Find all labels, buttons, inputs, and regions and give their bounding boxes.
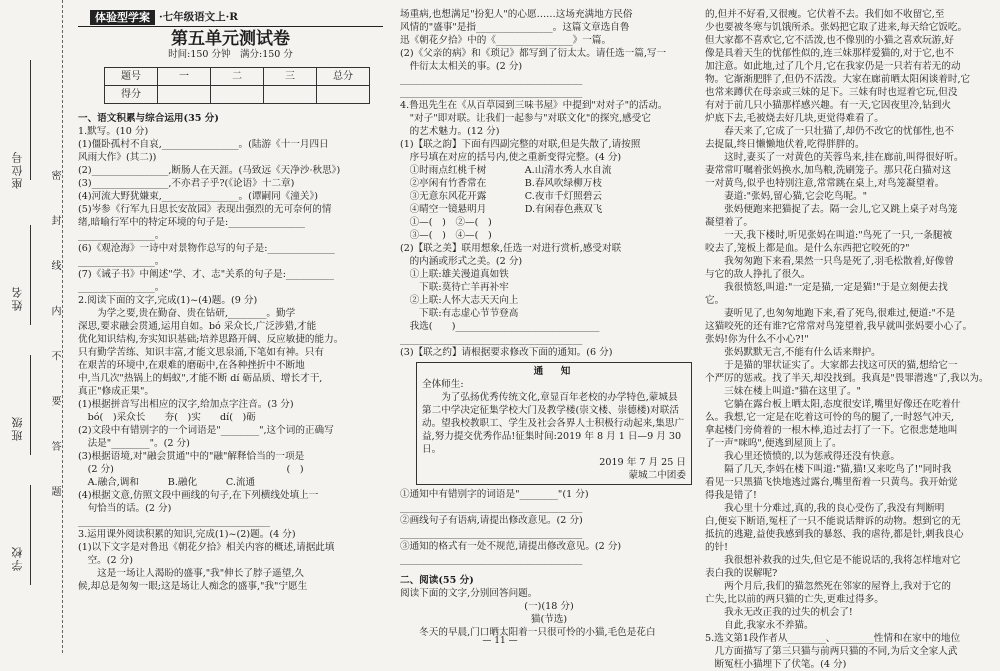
- text-line: 下联:莫待亡羊再补牢: [400, 282, 509, 293]
- text-line: (1)以下文字是对鲁迅《朝花夕拾》相关内容的概述,请据此填: [78, 542, 335, 553]
- text-line: 这猫咬死的还有谁?它常常对鸟笼望着,我早就叫张妈要小心了。: [705, 321, 973, 332]
- text-line: 这是一场让人渴盼的盛事,"我"伸长了脖子遥望,久: [78, 568, 304, 579]
- text-line: 张妈便跑来把猫捉了去。隔一会儿,它又跳上桌子对鸟笼: [705, 204, 958, 215]
- text-line: 自此,我家永不养猫。: [705, 620, 814, 631]
- text-line: ①通知中有错别字的词语是"________"(1 分): [400, 489, 589, 500]
- exam-meta: 时间:150 分钟 满分:150 分: [168, 49, 293, 60]
- text-line: 妻常常叮嘱着张妈换水,加鸟粮,洗刷笼子。那只花白猫对这: [705, 165, 951, 176]
- text-line: 了一声"咪呜",便逃到屋顶上了。: [705, 438, 842, 449]
- text-line: 隔了几天,李妈在楼下叫道:"猫,猫!又来吃鸟了!"同时我: [705, 464, 952, 475]
- text-line: 这时,妻买了一对黄色的芙蓉鸟来,挂在廊前,叫得很好听。: [705, 152, 964, 163]
- text-line: ③通知的格式有一处不规范,请提出修改意见。(2 分): [400, 541, 622, 552]
- school-line: [30, 485, 31, 585]
- text-line: (1)僵卧孤村不自哀,________________。(陆游《十一月四日: [78, 139, 329, 150]
- text-line: 么。我想,它一定是在吃着这可怜的鸟的腿了,一时怒气冲天,: [705, 412, 954, 423]
- text-line: 句恰当的话。(2 分): [78, 503, 172, 514]
- text-line: 件衍太太相关的事。(2 分): [400, 61, 523, 72]
- text-line: ________________。: [78, 230, 165, 241]
- text-line: 看见一只黑猫飞快地逃过露台,嘴里衔着一只黄鸟。我开始觉: [705, 477, 958, 488]
- text-line: 拿起楼门旁倚着的一根木棒,追过去打了一下。它很悲楚地叫: [705, 425, 958, 436]
- text-line: 下联:有志虚心节节登高: [400, 308, 519, 319]
- text-line: (6)《观沧海》一诗中对景物作总写的句子是:______________: [78, 243, 335, 254]
- text-line: 我很愤怒,叫道:"一定是猫,一定是猫!"于是立刻便去找: [705, 282, 948, 293]
- score-table: [104, 67, 370, 104]
- cut-line: [62, 0, 63, 653]
- text-line: (一)(18 分): [524, 601, 574, 612]
- text-line: ________________。: [78, 256, 165, 267]
- text-line: 我匆匆跑下来看,果然一只鸟是死了,羽毛松散着,好像曾: [705, 256, 954, 267]
- text-line: ②画线句子有语病,请提出修改意见。(2 分): [400, 515, 583, 526]
- text-line: ______________________________________: [400, 502, 583, 513]
- exam-title: 第五单元测试卷: [171, 29, 290, 49]
- score-cell: 一: [158, 68, 211, 86]
- text-line: 白,便妄下断语,冤枉了一只不能说话辩诉的动物。想到它的无: [705, 516, 961, 527]
- text-line: 咬去了,笼板上都是血。是什么东西把它咬死的?": [705, 243, 910, 254]
- text-line: 真正"修成正果"。: [78, 386, 154, 397]
- seat-line: [30, 60, 31, 180]
- text-line: (2)《父亲的病》和《琐记》都写到了衍太太。请任选一篇,写一: [400, 48, 667, 59]
- text-line: ④晴空一镜悬明月 D.有闲春色燕双飞: [400, 204, 603, 215]
- text-line: ③无意东风花开露 C.夜市千灯照碧云: [400, 191, 602, 202]
- text-line: 像是具着天生的忧郁性似的,连三妹那样爱猫的,对于它,也不: [705, 48, 954, 59]
- text-line: (4)河流大野犹嫌束,________________。(谭嗣同《潼关》): [78, 191, 318, 202]
- score-cell: 三: [264, 68, 317, 86]
- text-line: 表白我的误解呢?: [705, 568, 778, 579]
- text-line: 候,却总是匆匆一眼;这是场让人痴念的盛事,"我"宁愿生: [78, 581, 308, 592]
- column-3: [705, 8, 993, 671]
- seal-notice: 密 封 线 内 不 要 答 题: [49, 170, 60, 513]
- text-line: 张妈!你为什么不小心?!": [705, 334, 809, 345]
- text-line: 我心里十分难过,真的,我的良心受伤了,我没有判断明: [705, 503, 945, 514]
- text-line: 也常来蹲伏在母亲或三妹的足下。三妹有时也逗着它玩,但没: [705, 87, 958, 98]
- text-line: 阅读下面的文字,分别回答问题。: [400, 588, 538, 599]
- score-cell: 总分: [317, 68, 370, 86]
- text-line: 序号填在对应的括号内,使之重新变得完整。(4 分): [400, 152, 622, 163]
- column-2-text: [400, 8, 698, 359]
- score-cell: 二: [211, 68, 264, 86]
- notice-title: 通 知: [533, 366, 575, 377]
- text-line: 我永无改正我的过失的机会了!: [705, 607, 853, 618]
- score-input-cell[interactable]: [211, 86, 264, 104]
- text-line: 两个月后,我们的猫忽然死在邻家的屋脊上,我对于它的: [705, 581, 951, 592]
- text-line: 个严厉的惩戒。找了半天,却没找到。我真是"畏罪潜逃"了,我以为。: [705, 373, 989, 384]
- class-line: [30, 355, 31, 455]
- text-line: 它。: [705, 295, 725, 306]
- text-line: 的艺术魅力。(12 分): [400, 126, 500, 137]
- binding-margin: [0, 0, 70, 653]
- text-line: 优化知识结构,夯实知识基础;培养思路开阔、反应敏捷的能力。: [78, 334, 344, 345]
- text-line: ______________________________________: [400, 528, 583, 539]
- text-line: 在艰苦的环境中,在艰难的磨砺中,在各种挫折中不断地: [78, 360, 305, 371]
- text-line: 二、阅读(55 分): [400, 575, 474, 586]
- text-line: 有对于前几只小猫那样感兴趣。有一天,它因夜里冷,钻到火: [705, 100, 951, 111]
- text-line: 5.选文第1段作者从________、________性情和在家中的地位: [705, 633, 961, 644]
- text-line: 亡失,比以前的两只猫的亡失,更难过得多。: [705, 594, 884, 605]
- column-2: [400, 8, 698, 639]
- text-line: 我心里还愤愤的,以为惩戒得还没有快意。: [705, 451, 900, 462]
- score-input-cell[interactable]: [158, 86, 211, 104]
- text-line: (2)【联之美】联用想象,任选一对进行赏析,感受对联: [400, 243, 622, 254]
- text-line: 几方面描写了第三只猫与前两只猫的不同,为后文全家人武: [705, 646, 958, 657]
- text-line: 张妈默默无言,不能有什么话来辩护。: [705, 347, 881, 358]
- text-line: 3.运用课外阅读积累的知识,完成(1)~(2)题。(4 分): [78, 529, 296, 540]
- text-line: 中,当几次"热锅上的蚂蚁",才能不断 dí 砺品质、增长才干,: [78, 373, 323, 384]
- text-line: "对子"即对联。让我们一起参与"对联文化"的探究,感受它: [400, 113, 651, 124]
- text-line: 凝望着了。: [705, 217, 753, 228]
- text-line: (2)文段中有错别字的一个词语是"________",这个词的正确写: [78, 425, 334, 436]
- score-row-header: [105, 68, 370, 86]
- text-line: 2.阅读下面的文字,完成(1)~(4)题。(9 分): [78, 295, 258, 306]
- text-line: (3)【联之约】请根据要求修改下面的通知。(6 分): [400, 347, 613, 358]
- class-label: 班级: [11, 415, 24, 441]
- text-line: 去捉鼠,终日懒懒地伏着,吃得胖胖的。: [705, 139, 865, 150]
- header-badge: 体验型学案: [90, 10, 155, 25]
- text-line: 1.默写。(10 分): [78, 126, 149, 137]
- text-line: 只有勤学苦练、知识丰富,才能文思泉涌,下笔如有神。只有: [78, 347, 324, 358]
- text-line: 冬天的早晨,门口晒太阳着一只很可怜的小猫,毛色是花白: [400, 627, 656, 638]
- text-line: 猫(节选): [530, 614, 568, 625]
- text-line: 炉底下去,毛被烧去好几块,更觉得难看了。: [705, 113, 884, 124]
- text-line: 空。(2 分): [78, 555, 134, 566]
- name-line: [30, 225, 31, 325]
- page-number: — 11 —: [482, 636, 518, 646]
- text-line: ③—( ) ④—( ): [400, 230, 492, 241]
- text-line: 的针!: [705, 542, 729, 553]
- text-line: 春天来了,它成了一只壮猫了,却仍不改它的忧郁性,也不: [705, 126, 954, 137]
- text-line: (1)根据拼音写出相应的汉字,给加点字注音。(3 分): [78, 399, 294, 410]
- text-line: (4)根据文意,仿照文段中画线的句子,在下列横线处填上一: [78, 490, 319, 501]
- name-label: 姓名: [11, 285, 24, 311]
- text-line: ①上联:雄关漫道真如铁: [400, 269, 509, 280]
- text-line: 的内涵或形式之美。(2 分): [400, 256, 523, 267]
- text-line: 但大家都不喜欢它,它不活泼,也不像别的小猫之喜欢玩游,好: [705, 35, 954, 46]
- column-1-text: [78, 112, 383, 593]
- text-line: 它躺在露台板上晒太阳,态度很安详,嘴里好像还在吃着什: [705, 399, 961, 410]
- text-line: (2)________________,断肠人在天涯。(马致远《天净沙·秋思》): [78, 165, 341, 176]
- page-header: [78, 8, 383, 27]
- text-line: 我很想补救我的过失,但它是不能说话的,我将怎样地对它: [705, 555, 961, 566]
- text-line: (2 分) ( ): [78, 464, 304, 475]
- text-line: 风雨大作》(其二)): [78, 152, 157, 163]
- school-label: 学校: [11, 545, 24, 571]
- text-line: A.融合,调和 B.融化 C.流通: [78, 477, 256, 488]
- text-line: 深思,要求融会贯通,运用自如。bó 采众长,广泛涉猎,才能: [78, 321, 317, 332]
- text-line: 于是猫的罪状证实了。大家都去找这可厌的猫,想给它一: [705, 360, 958, 371]
- text-line: ______________________________________: [400, 74, 583, 85]
- text-line: bó( )采众长 夯( )实 dí( )砺: [78, 412, 256, 423]
- notice-body: 为了弘扬优秀传统文化,章显百年老校的办学特色,蒙城县第二中学决定征集学校大门及教学楼(崇文楼、崇德楼)对联活动。望我校教职工、学生及社会各界人士积极行动起来,集思广益,努力提交优秀作品!征集时间:2019 年 8 月 1 日—9 月 30 日。: [422, 392, 685, 455]
- text-line: 断冤枉小猫埋下了伏笔。(4 分): [705, 659, 847, 670]
- text-line: ②亭闲有竹香常在 B.春风吹绿柳万枝: [400, 178, 602, 189]
- score-cell: 得分: [105, 86, 158, 104]
- text-line: 迅《朝花夕拾》中的《________________》一篇。: [400, 35, 612, 46]
- text-line: 妻道:"张妈,留心猫,它会吃鸟呢。": [705, 191, 868, 202]
- text-line: 少也要被冬寒与饥饿所杀。张妈把它取了进来,每天给它饭吃。: [705, 22, 968, 33]
- score-input-cell[interactable]: [317, 86, 370, 104]
- text-line: ②上联:人怀大志天天向上: [400, 295, 519, 306]
- text-line: 得我是错了!: [705, 490, 757, 501]
- column-2-reading: [400, 488, 698, 639]
- notice-date: 2019 年 7 月 25 日: [599, 457, 686, 468]
- text-line: 物。它渐渐肥胖了,但仍不活泼。大家在廊前晒太阳闲谈着时,它: [705, 74, 971, 85]
- text-line: ①时雨点红桃千树 A.山清水秀人水自流: [400, 165, 612, 176]
- score-row-values: [105, 86, 370, 104]
- text-line: 三妹在楼上叫道:"猫在这里了。": [705, 386, 861, 397]
- score-cell: 题号: [105, 68, 158, 86]
- text-line: 加注意。如此地,过了几个月,它在我家仍是一只若有若无的动: [705, 61, 961, 72]
- text-line: 一、语文积累与综合运用(35 分): [78, 113, 219, 124]
- text-line: ________________________________________: [78, 516, 270, 527]
- notice-box: [416, 362, 692, 485]
- notice-greeting: 全体师生:: [422, 379, 464, 390]
- text-line: (3)________________,不亦君子乎?(《论语》十二章): [78, 178, 295, 189]
- text-line: 的,但并不好看,又很瘦。它伏着不去。我们如不收留它,至: [705, 9, 945, 20]
- notice-sign: 蒙城二中团委: [628, 470, 686, 481]
- text-line: 抵抗的逃避,益使我感到我的暴怒、我的虐待,都是针,刺我良心: [705, 529, 964, 540]
- text-line: 妻听见了,也匆匆地跑下来,看了死鸟,很难过,便道:"不是: [705, 308, 956, 319]
- text-line: 4.鲁迅先生在《从百草园到三味书屋》中提到"对对子"的活动。: [400, 100, 668, 111]
- text-line: 一天,我下楼时,听见张妈在叫道:"鸟死了一只,一条腿被: [705, 230, 953, 241]
- text-line: 一对黄鸟,似乎也特别注意,常常跳在桌上,对鸟笼凝望着。: [705, 178, 945, 189]
- text-line: 法是"________"。(2 分): [78, 438, 190, 449]
- text-line: 与它的敌人挣扎了很久。: [705, 269, 811, 280]
- text-line: 绪,暗喻行军中的特定环境的句子是:________________: [78, 217, 305, 228]
- text-line: ①—( ) ②—( ): [400, 217, 492, 228]
- text-line: 风情的"盛事"是指________________。这篇文章选自鲁: [400, 22, 630, 33]
- text-line: (1)【联之韵】下面有四副完整的对联,但是失散了,请按照: [400, 139, 641, 150]
- column-1: [78, 8, 383, 593]
- seat-label: 座位号: [11, 150, 24, 189]
- header-subtitle: ·七年级语文上·R: [159, 10, 239, 23]
- text-line: ________________。: [78, 282, 165, 293]
- text-line: (3)根据语境,对"融会贯通"中的"融"解释恰当的一项是: [78, 451, 305, 462]
- text-line: ______________________________________: [400, 87, 583, 98]
- text-line: ______________________________________: [400, 334, 583, 345]
- score-input-cell[interactable]: [264, 86, 317, 104]
- text-line: 我选( )______________________________: [400, 321, 600, 332]
- text-line: 场重病,也想满足"扮犯人"的心愿……这场充满地方民俗: [400, 9, 633, 20]
- text-line: (7)《诫子书》中阐述"学、才、志"关系的句子是:__________: [78, 269, 334, 280]
- text-line: 为学之要,贵在勤奋、贵在钻研,________。勤学: [78, 308, 296, 319]
- text-line: (5)岑参《行军九日思长安故园》表现出强烈的无可奈何的情: [78, 204, 332, 215]
- text-line: ______________________________________: [400, 554, 583, 565]
- column-3-text: [705, 8, 993, 671]
